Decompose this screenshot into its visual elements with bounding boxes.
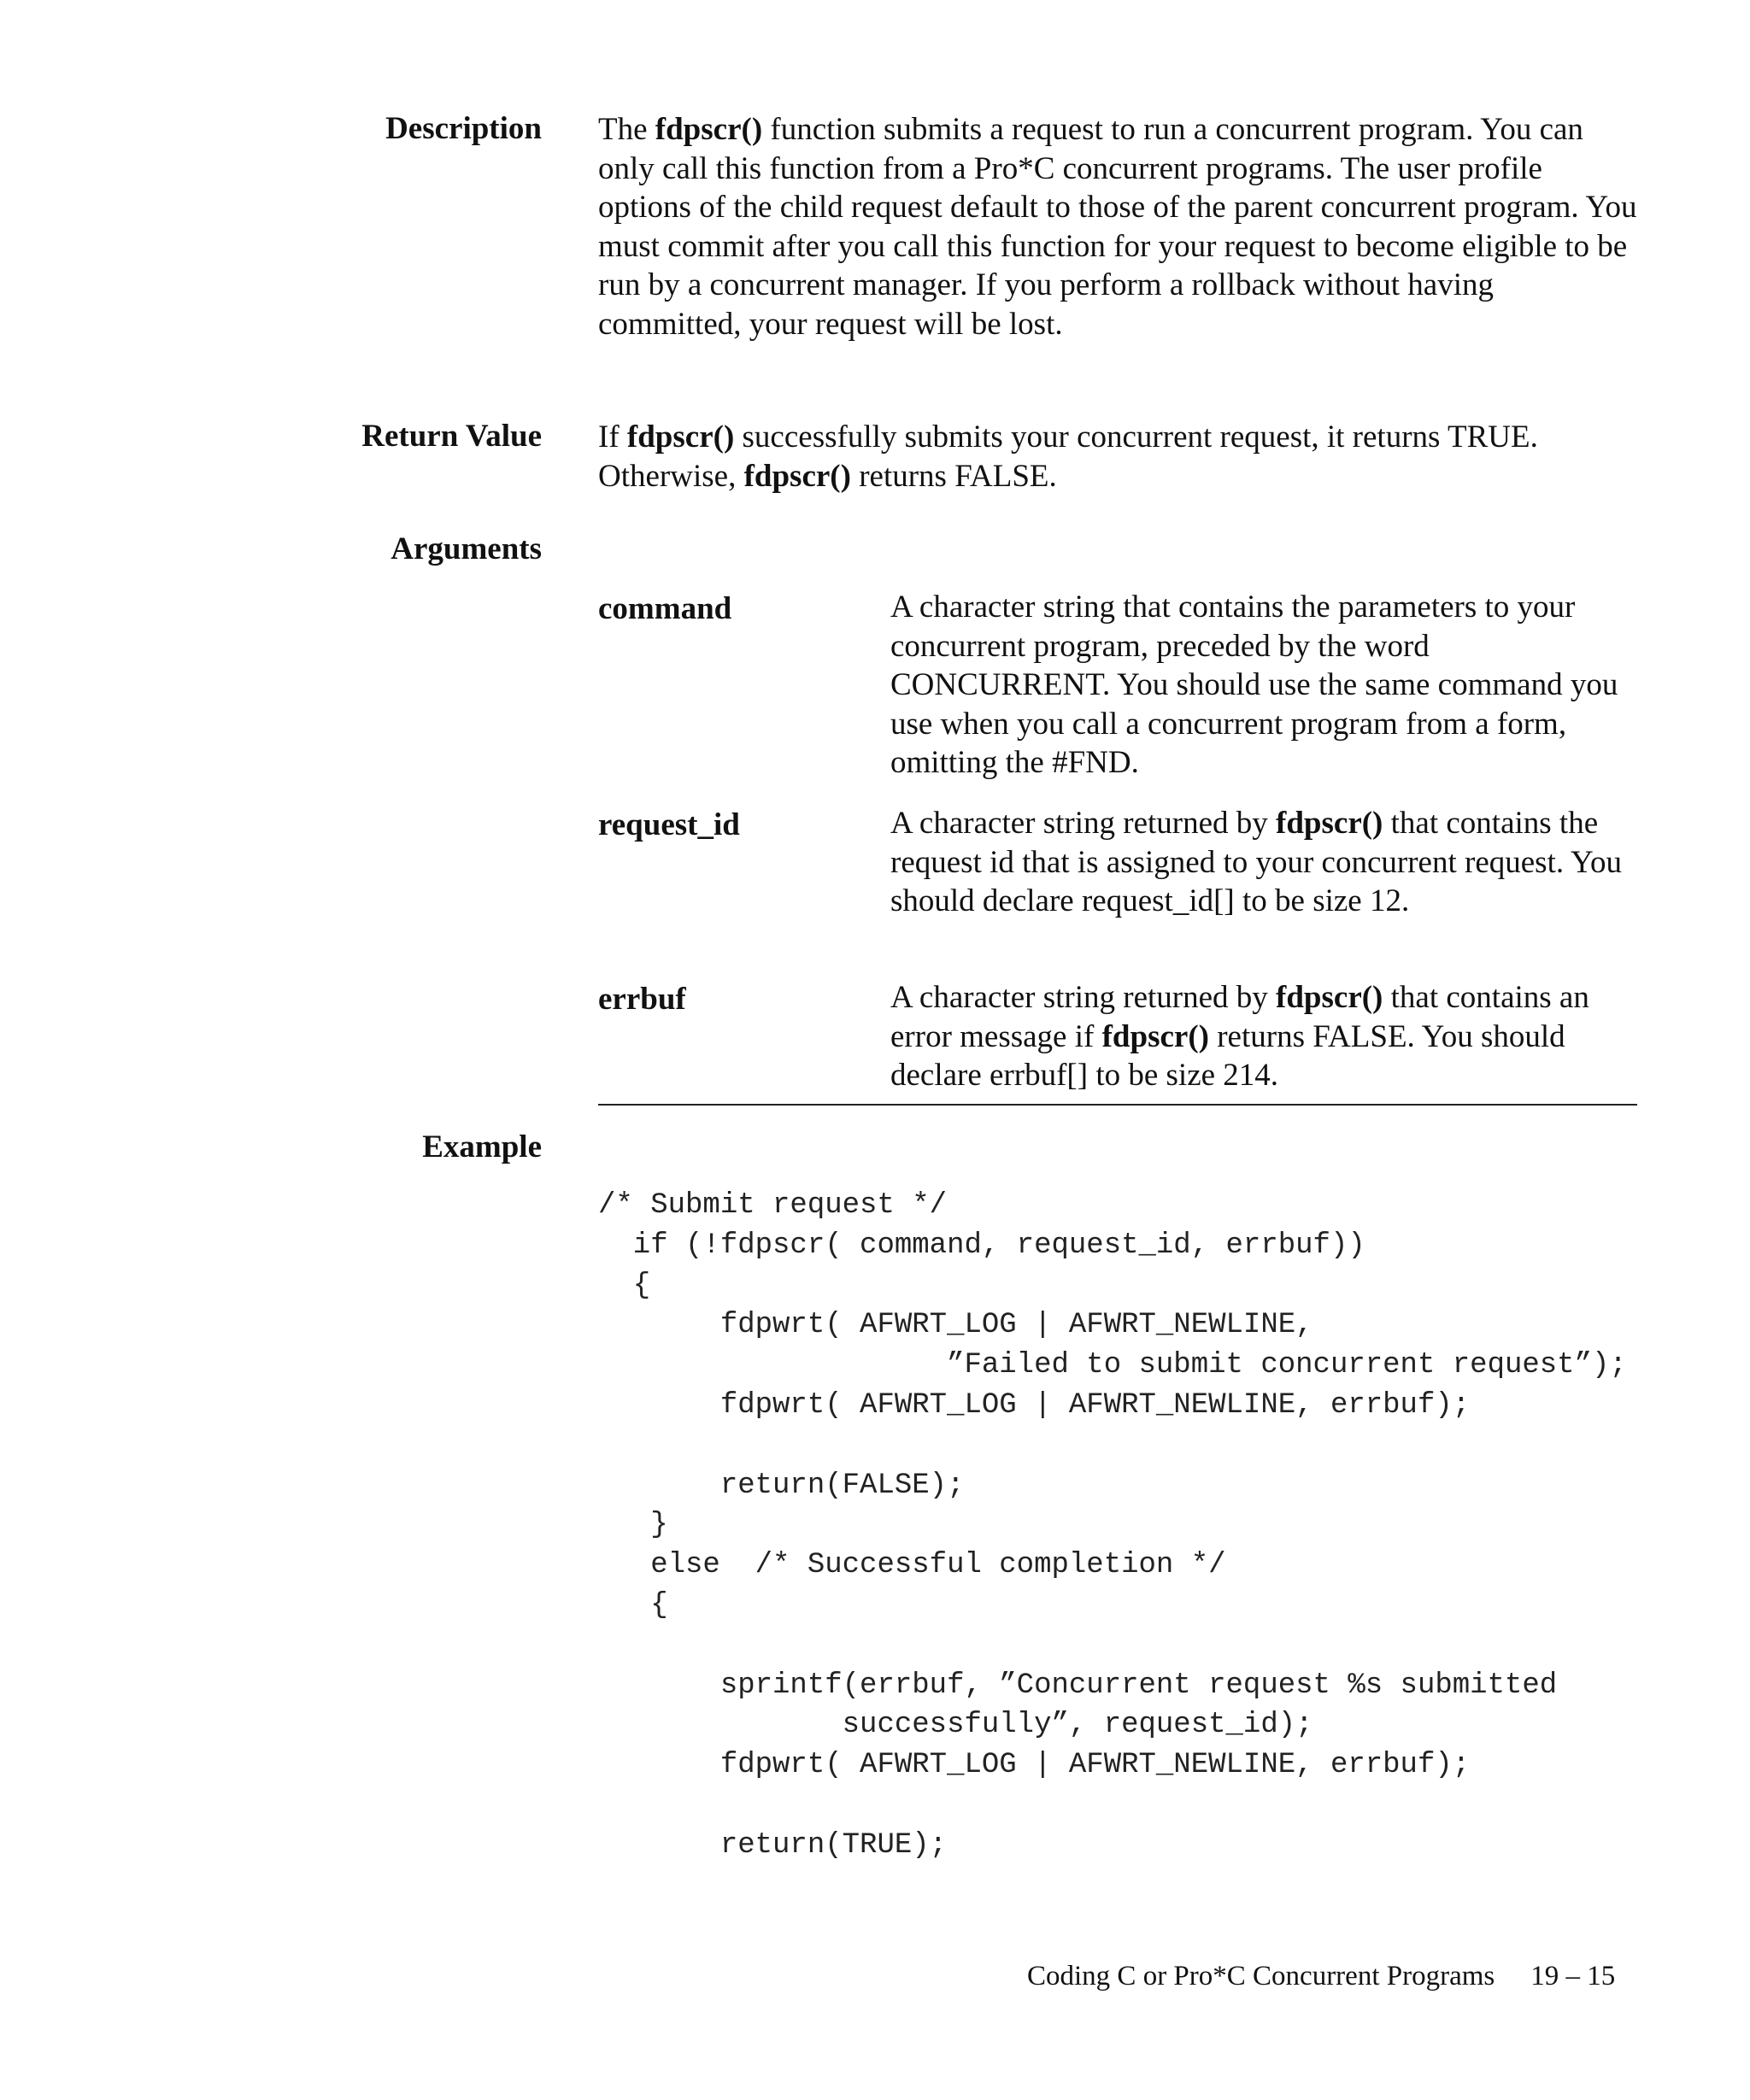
return-part3: returns FALSE. xyxy=(850,458,1057,494)
page-number: 19 – 15 xyxy=(1530,1961,1616,1991)
footer-chapter-title: Coding C or Pro*C Concurrent Programs xyxy=(1027,1961,1495,1991)
argument-desc-text: that contains the request id that is assigned to your concurrent request. You should declare request_id[] to be size 12. xyxy=(890,806,1622,918)
argument-desc-text: A character string returned by xyxy=(890,806,1277,841)
argument-desc-text: returns FALSE. You should declare errbuf[] to be size 214. xyxy=(890,1018,1565,1093)
example-code-block: /* Submit request */ if (!fdpscr( command, request_id, errbuf)) { fdpwrt( AFWRT_LOG | AFWRT_NEWLINE, ”Failed to submit concurrent request”); fdpwrt( AFWRT_LOG | AFWRT_NEWLINE, errbuf); return(FALSE); } else /* Successful completion */ { sprintf(errbuf, ”Concurrent request %s submitted successfully”, request_id); fdpwrt( AFWRT_LOG | AFWRT_NEWLINE, errbuf); return(TRUE); xyxy=(598,1189,1627,1862)
function-name: fdpscr() xyxy=(626,419,735,455)
function-name: fdpscr() xyxy=(743,458,851,494)
argument-desc-text: A character string returned by xyxy=(890,980,1277,1015)
function-name: fdpscr() xyxy=(655,112,763,147)
argument-desc-errbuf xyxy=(890,978,1642,1095)
argument-name-command: command xyxy=(598,591,732,626)
function-name: fdpscr() xyxy=(1276,980,1383,1015)
arguments-heading: Arguments xyxy=(391,531,542,566)
page-footer xyxy=(1027,1959,1615,1993)
argument-desc-text: A character string that contains the parameters to your concurrent program, preceded by the word CONCURRENT. You should use the same command you use when you call a concurrent program from a form, omitting the #FND. xyxy=(890,590,1618,780)
argument-name-request-id: request_id xyxy=(598,807,740,842)
description-text xyxy=(598,110,1641,343)
return-part2: successfully submits your concurrent request, it returns TRUE. Otherwise, xyxy=(598,419,1538,494)
argument-name-errbuf: errbuf xyxy=(598,982,686,1017)
example-heading: Example xyxy=(422,1129,542,1164)
function-name: fdpscr() xyxy=(1101,1018,1209,1054)
return-part1: If xyxy=(598,419,627,455)
argument-desc-text: that contains an error message if xyxy=(890,980,1589,1054)
argument-desc-command xyxy=(890,588,1642,783)
description-part1: The xyxy=(598,112,655,147)
function-name: fdpscr() xyxy=(1276,806,1383,841)
argument-desc-request-id xyxy=(890,804,1642,921)
description-heading: Description xyxy=(385,111,542,146)
return-value-heading: Return Value xyxy=(361,419,542,454)
arguments-divider xyxy=(598,1104,1637,1106)
return-value-text xyxy=(598,418,1641,496)
description-part2: function submits a request to run a concurrent program. You can only call this function from a Pro*C concurrent programs. The user profile options of the child request default to those of the parent concurrent program. You must commit after you call this function for your request to become eligible to be run by a concurrent manager. If you perform a rollback without having committed, your request will be lost. xyxy=(598,112,1637,342)
